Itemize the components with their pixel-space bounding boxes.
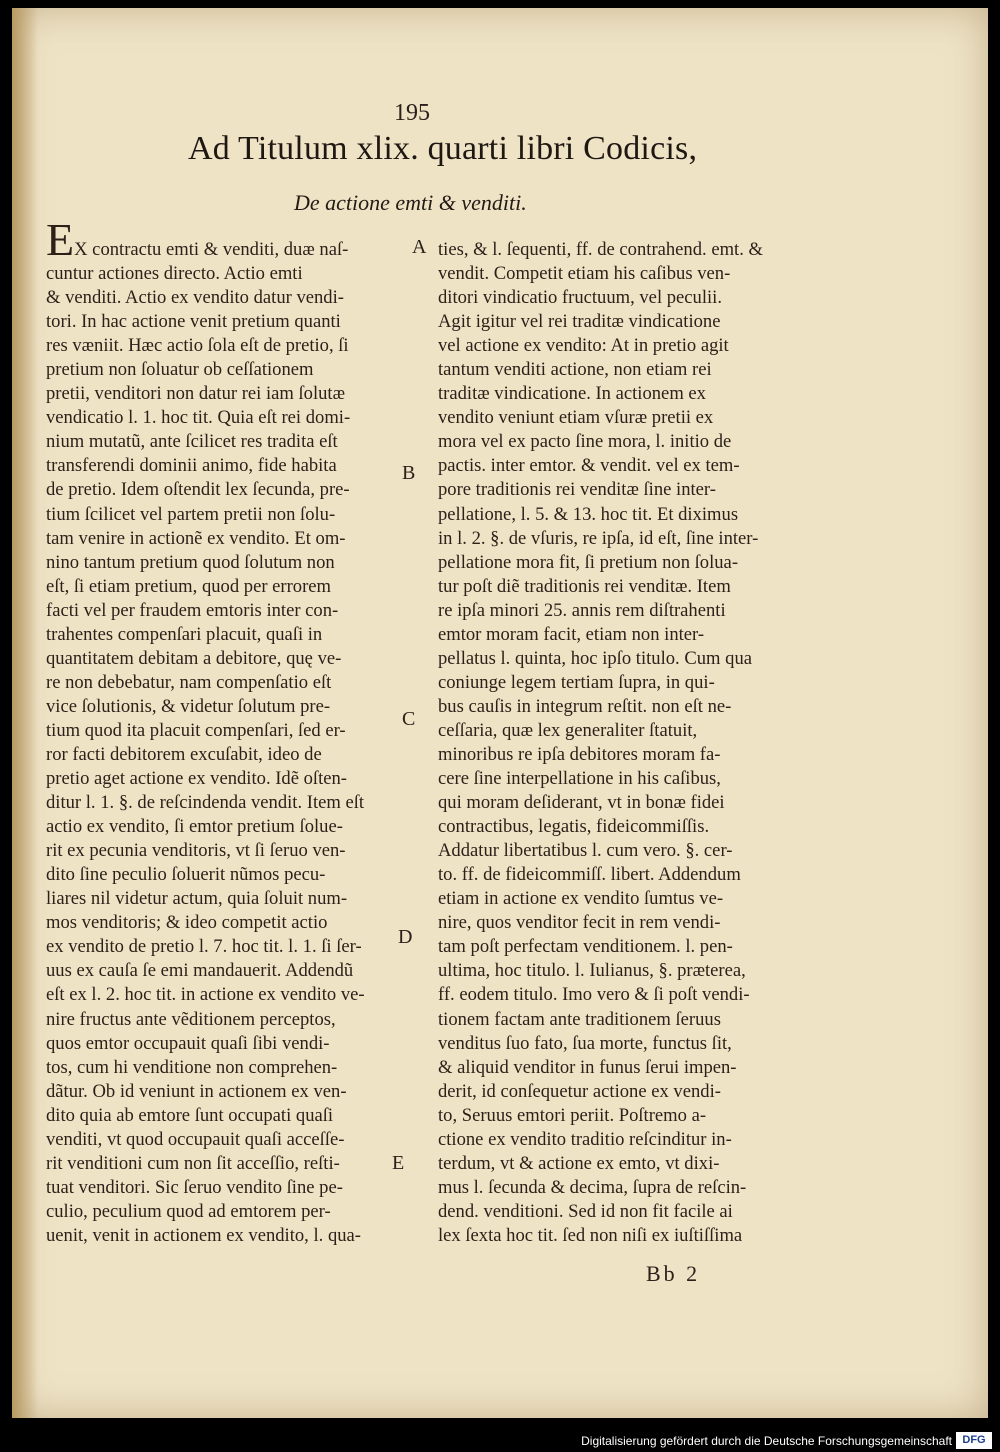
text-line: nire fructus ante vẽditionem perceptos, [46,1008,336,1030]
text-line: venditi, vt quod occupauit quaſi acceſſe- [46,1128,345,1150]
text-line: lex ſexta hoc tit. ſed non niſi ex iuſtiſſima [438,1224,743,1246]
text-line: dãtur. Ob id veniunt in actionem ex ven- [46,1080,347,1102]
text-line: ff. eodem titulo. Imo vero & ſi poſt vendi- [438,984,750,1006]
text-line: Agit igitur vel rei traditæ vindicatione [438,311,721,333]
margin-letter-d: D [398,926,413,948]
book-page [12,8,988,1418]
text-line: res væniit. Hæc actio ſola eſt de pretio, ſi [46,335,349,357]
footer-credit: Digitalisierung gefördert durch die Deutsche Forschungsgemeinschaft [581,1434,952,1448]
text-line: liares nil videtur actum, quia ſoluit num- [46,888,348,910]
text-line: ties, & l. ſequenti, ff. de contrahend. emt. & [438,239,763,260]
text-line: uenit, venit in actionem ex vendito, l. qua- [46,1224,361,1246]
text-line: re ipſa minori 25. annis rem diſtrahenti [438,599,726,621]
text-line: trahentes compenſari placuit, quaſi in [46,623,323,645]
text-line: tam poſt perfectam venditionem. l. pen- [438,936,733,958]
signature-mark: Bb 2 [646,1261,701,1286]
text-line: pellatus l. quinta, hoc ipſo titulo. Cum qua [438,647,752,669]
text-line: to, Seruus emtori periit. Poſtremo a- [438,1104,707,1126]
text-line: pellatione, l. 5. & 13. hoc tit. Et diximus [438,503,739,525]
text-line: dend. venditioni. Sed id non fit facile ai [438,1200,733,1222]
page-spine-shadow [12,8,38,1418]
text-line: tantum venditi actione, non etiam rei [438,359,712,381]
text-line: Addatur libertatibus l. cum vero. §. cer- [438,840,733,862]
margin-letter-c: C [402,708,416,730]
text-line: EX contractu emti & venditi, duæ naſ- [46,214,349,265]
text-line: nino tantum pretium quod ſolutum non [46,551,335,573]
text-line: qui moram deſiderant, vt in bonæ fidei [438,792,725,814]
text-line: & aliquid venditor in funus ſerui impen- [438,1056,737,1078]
text-line: traditæ vindicatione. In actionem ex [438,383,706,405]
text-line: vendicatio l. 1. hoc tit. Quia eſt rei domi- [46,407,351,429]
text-line: tionem factam ante traditionem ſeruus [438,1008,721,1030]
text-line: nium mutatũ, ante ſcilicet res tradita eſt [46,431,338,453]
text-line: re non debebatur, nam compenſatio eſt [46,671,332,693]
text-line: pellatione mora fit, ſi pretium non ſolua- [438,551,739,573]
text-line: & venditi. Actio ex vendito datur vendi- [46,287,344,309]
text-line: tos, cum hi venditione non comprehen- [46,1056,338,1078]
text-line: pretium non ſoluatur ob ceſſationem [46,359,314,381]
text-line: tam venire in actionẽ ex vendito. Et om- [46,527,346,549]
text-line: ctione ex vendito traditio reſcinditur in- [438,1128,732,1150]
text-line: pretii, venditori non datur rei iam ſolutæ [46,383,345,405]
text-line: ditori vindicatio fructuum, vel peculii. [438,287,722,309]
text-line: uus ex cauſa ſe emi mandauerit. Addendũ [46,960,354,982]
text-line: vendit. Competit etiam his caſibus ven- [438,263,731,285]
text-line: ditur l. 1. §. de reſcindenda vendit. Item eſt [46,792,365,814]
dfg-logo-icon: DFG [956,1432,992,1449]
text-line: tori. In hac actione venit pretium quanti [46,311,341,333]
text-line: nire, quos venditor fecit in rem vendi- [438,912,721,934]
text-line: rit venditioni cum non ſit acceſſio, reſti- [46,1152,340,1174]
text-line: ceſſaria, quæ lex generaliter ſtatuit, [438,719,698,741]
margin-letter-a: A [412,236,427,258]
text-line: contractibus, legatis, fideicommiſſis. [438,816,710,838]
right-text-column [438,238,810,1248]
text-line: transferendi dominii animo, fide habita [46,455,337,477]
text-line: mus l. ſecunda & decima, ſupra de reſcin- [438,1176,747,1198]
page-title: Ad Titulum xlix. quarti libri Codicis, [188,130,698,167]
text-line: venditus ſuo fato, ſua morte, functus ſit, [438,1032,732,1054]
text-line: facti vel per fraudem emtoris inter con- [46,599,339,621]
text-line: ror facti debitorem excuſabit, ideo de [46,743,322,765]
text-line: pore traditionis rei venditæ ſine inter- [438,479,716,501]
text-line: minoribus re ipſa debitores moram fa- [438,743,721,765]
left-text-column [46,214,416,1248]
text-line: in l. 2. §. de vſuris, re ipſa, id eſt, ſine inter- [438,527,759,549]
text-line: dito ſine peculio ſoluerit nũmos pecu- [46,864,326,886]
text-line: culio, peculium quod ad emtorem per- [46,1200,331,1222]
text-line: dito quia ab emtore ſunt occupati quaſi [46,1104,334,1126]
text-line: etiam in actione ex vendito ſumtus ve- [438,888,724,910]
text-line: quos emtor occupauit quaſi ſibi vendi- [46,1032,330,1054]
text-line: tur poſt diẽ traditionis rei venditæ. Item [438,575,731,597]
text-line: rit ex pecunia venditoris, vt ſi ſeruo ven- [46,840,346,862]
text-line: vendito veniunt etiam vſuræ pretii ex [438,407,714,429]
page-number: 195 [394,100,430,126]
text-line: terdum, vt & actione ex emto, vt dixi- [438,1152,720,1174]
text-line: cuntur actiones directo. Actio emti [46,263,303,285]
text-line: ultima, hoc titulo. l. Iulianus, §. præterea, [438,960,746,982]
text-line: cere ſine interpellatione in his caſibus, [438,768,721,790]
text-line: de pretio. Idem oſtendit lex ſecunda, pre- [46,479,350,501]
text-line: pretio aget actione ex vendito. Idẽ oſten- [46,768,347,790]
footer-bar [0,1418,1000,1452]
text-line: tium quod ita placuit compenſari, ſed er- [46,719,346,741]
text-line: tium ſcilicet vel partem pretii non ſolu- [46,503,336,525]
text-line: bus cauſis in integrum reſtit. non eſt ne- [438,695,732,717]
section-subtitle: De actione emti & venditi. [294,190,527,215]
margin-letter-b: B [402,462,416,484]
text-line: derit, id conſequetur actione ex vendi- [438,1080,721,1102]
text-line: emtor moram facit, etiam non inter- [438,623,705,645]
text-line: actio ex vendito, ſi emtor pretium ſolue- [46,816,343,838]
text-line: tuat venditori. Sic ſeruo vendito ſine pe- [46,1176,343,1198]
text-line: pactis. inter emtor. & vendit. vel ex tem- [438,455,740,477]
text-line: vel actione ex vendito: At in pretio agit [438,335,729,357]
text-line: vice ſolutionis, & videtur ſolutum pre- [46,695,331,717]
text-line: quantitatem debitam a debitore, quę ve- [46,647,342,669]
text-line: mos venditoris; & ideo competit actio [46,912,328,934]
text-line: eſt, ſi etiam pretium, quod per errorem [46,575,332,597]
text-line: ex vendito de pretio l. 7. hoc tit. l. 1. ſi ſer- [46,936,362,958]
text-line: eſt ex l. 2. hoc tit. in actione ex vendito ve- [46,984,365,1006]
text-line: mora vel ex pacto ſine mora, l. initio de [438,431,732,453]
margin-letter-e: E [392,1152,405,1174]
text-line: coniunge legem tertiam ſupra, in qui- [438,671,715,693]
text-line: to. ff. de fideicommiſſ. libert. Addendum [438,864,741,886]
